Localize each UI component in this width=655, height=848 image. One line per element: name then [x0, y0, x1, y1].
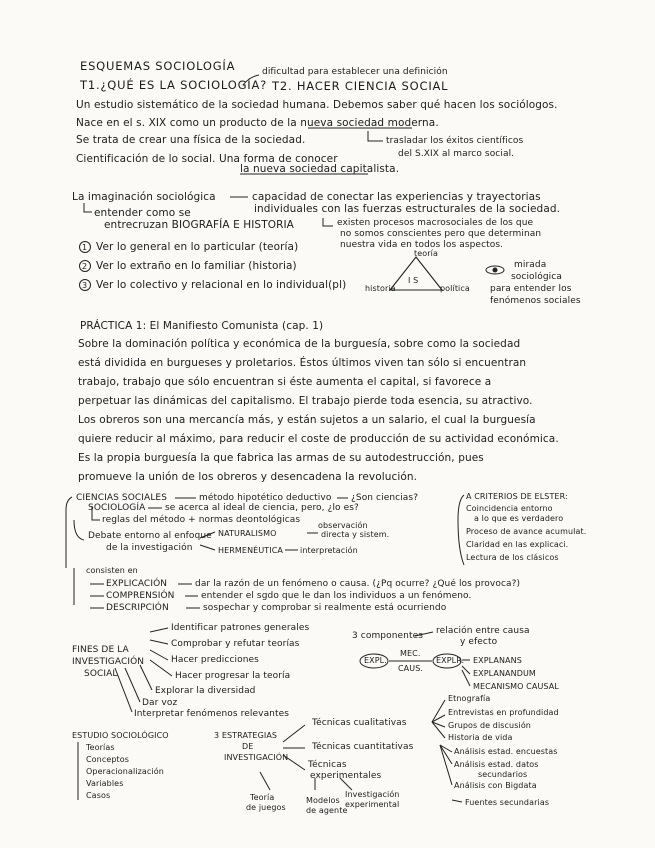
relacion-1: relación entre causa — [436, 626, 530, 636]
inv-exp-1: Investigación — [345, 790, 400, 799]
estrat-2: DE — [242, 742, 254, 751]
consisten-label: consisten en — [86, 566, 138, 575]
fines-item-5: Explorar la diversidad — [155, 686, 256, 696]
elster-item-1b: a lo que es verdadero — [474, 514, 564, 523]
fines-label-3: SOCIAL — [84, 669, 118, 679]
practica-line-4: perpetuar las dinámicas del capitalismo. El trabajo pierde toda esencia, su atractivo. — [78, 395, 533, 407]
ciencias-socio: SOCIOLOGÍA — [88, 503, 146, 513]
triangle-left-label: historia — [365, 284, 396, 293]
triangle-top-label: teoría — [414, 249, 438, 258]
modelos-1: Modelos — [306, 796, 340, 805]
fines-item-2: Comprobar y refutar teorías — [171, 639, 300, 649]
mec-label: MEC. — [400, 649, 421, 658]
imaginacion-ent2: entrecruzan BIOGRAFÍA E HISTORIA — [104, 219, 294, 231]
t1-line3: Se trata de crear una física de la sociedad. — [76, 134, 306, 146]
practica-line-5: Los obreros son una mercancía más, y están sujetos a un salario, el cual la burguesía — [78, 414, 536, 426]
num-1: 1 — [82, 243, 88, 252]
practica-line-8: promueve la unión de los obreros y desencadena la revolución. — [78, 471, 418, 483]
difficulty-note: dificultad para establecer una definición — [262, 67, 448, 77]
ciencias-interp: interpretación — [300, 546, 358, 555]
t2-heading: T2. HACER CIENCIA SOCIAL — [272, 79, 449, 93]
practica-line-1: Sobre la dominación política y económica de la burguesía, sobre como la sociedad — [78, 338, 521, 350]
elster-heading: A CRITERIOS DE ELSTER: — [466, 492, 568, 501]
teoria-juegos-1: Teoría — [250, 793, 275, 802]
elster-item-4: Lectura de los clásicos — [466, 553, 559, 562]
estrat-1: 3 ESTRATEGIAS — [214, 731, 278, 740]
fines-item-7: Interpretar fenómenos relevantes — [134, 709, 290, 719]
fines-label-1: FINES DE LA — [72, 645, 129, 655]
ciencias-son: ¿Son ciencias? — [351, 493, 419, 503]
imaginacion-item-3: Ver lo colectivo y relacional en lo individual(pl) — [96, 279, 347, 291]
triangle-right-label: política — [440, 284, 470, 293]
modelos-2: de agente — [306, 806, 348, 815]
page-title: ESQUEMAS SOCIOLOGÍA — [80, 59, 236, 73]
estudio-item-2: Conceptos — [86, 755, 130, 764]
imaginacion-exist2: no somos conscientes pero que determinan — [340, 229, 542, 239]
mirada-1: mirada — [514, 260, 547, 270]
teoria-juegos-2: de juegos — [246, 803, 286, 812]
tecnicas-exper-1: Técnicas — [308, 760, 347, 770]
tres-componentes: 3 componentes — [352, 631, 424, 641]
t1-line2: Nace en el s. XIX como un producto de la nueva sociedad moderna. — [76, 117, 439, 129]
trasladar-line2: del S.XIX al marco social. — [398, 149, 515, 159]
ciencias-herm: HERMENÉUTICA — [218, 546, 283, 555]
mirada-2: sociológica — [511, 272, 562, 282]
imaginacion-cap1: capacidad de conectar las experiencias y trayectorias — [252, 191, 541, 203]
cual-list-2: Entrevistas en profundidad — [448, 708, 559, 717]
imaginacion-cap2: individuales con las fuerzas estructurales de la sociedad. — [254, 203, 561, 215]
estudio-item-3: Operacionalización — [86, 767, 164, 776]
fines-item-4: Hacer progresar la teoría — [175, 671, 291, 681]
cual-list-4: Historia de vida — [448, 733, 513, 742]
practica-line-7: Es la propia burguesía la que fabrica las armas de su autodestrucción, pues — [78, 452, 484, 464]
fines-item-3: Hacer predicciones — [171, 655, 259, 665]
ciencias-natur: NATURALISMO — [218, 529, 277, 538]
cual-list-1: Etnografía — [448, 694, 491, 703]
comp-label: COMPRENSIÓN — [106, 591, 175, 601]
estrat-3: INVESTIGACIÓN — [224, 753, 289, 762]
ciencias-directa: directa y sistem. — [321, 530, 390, 539]
fines-label-2: INVESTIGACIÓN — [72, 657, 145, 667]
ciencias-observ: observación — [318, 521, 368, 530]
fines-item-1: Identificar patrones generales — [171, 623, 310, 633]
ciencias-label: CIENCIAS SOCIALES — [76, 493, 168, 503]
imaginacion-ent1: entender como se — [94, 207, 191, 219]
elster-item-3: Claridad en las explicaci. — [466, 540, 569, 549]
caus-label: CAUS. — [398, 664, 424, 673]
triangle-center-label: I S — [408, 276, 419, 285]
practica-line-3: trabajo, trabajo que sólo encuentran si éste aumenta el capital, si favorece a — [78, 376, 492, 388]
arrow-trasladar — [368, 131, 383, 141]
imaginacion-item-2: Ver lo extraño en lo familiar (historia) — [96, 260, 297, 272]
cual-list-3: Grupos de discusión — [448, 721, 531, 730]
elster-item-1: Coincidencia entorno — [466, 504, 553, 513]
cuan-list-3: secundarios — [478, 770, 528, 779]
mirada-3: para entender los — [490, 284, 572, 294]
comp-text: entender el sgdo que le dan los individuos a un fenómeno. — [201, 591, 472, 601]
expl-list-1: EXPLANANS — [473, 656, 522, 665]
cuan-list-4: Análisis con Bigdata — [454, 781, 537, 790]
practica-heading: PRÁCTICA 1: El Manifiesto Comunista (cap. 1) — [80, 320, 324, 332]
num-2: 2 — [82, 262, 88, 271]
ciencias-debate2: de la investigación — [106, 543, 193, 553]
expl-text: dar la razón de un fenómeno o causa. (¿Pq ocurre? ¿Qué los provoca?) — [195, 579, 521, 589]
imaginacion-exist1: existen procesos macrosociales de los que — [337, 218, 534, 228]
expl-node: EXPL. — [364, 656, 387, 665]
num-3: 3 — [82, 281, 88, 290]
estudio-item-1: Teorías — [86, 743, 115, 752]
imaginacion-label: La imaginación sociológica — [72, 191, 216, 203]
imaginacion-exist3: nuestra vida en todos los aspectos. — [340, 240, 504, 250]
practica-line-2: está dividida en burgueses y proletarios. Éstos últimos viven tan sólo si encuentran — [78, 357, 527, 369]
desc-text: sospechar y comprobar si realmente está ocurriendo — [203, 603, 447, 613]
mirada-4: fenómenos sociales — [490, 296, 581, 306]
tecnicas-cuantitativas: Técnicas cuantitativas — [312, 742, 414, 752]
t1-line5: la nueva sociedad capitalista. — [240, 163, 400, 175]
t1-line4: Cientificación de lo social. Una forma de conocer — [76, 153, 338, 165]
estudio-item-4: Variables — [86, 779, 124, 788]
expl-list-2: EXPLANANDUM — [473, 669, 536, 678]
desc-label: DESCRIPCIÓN — [106, 603, 169, 613]
t1-heading: T1.¿QUÉ ES LA SOCIOLOGÍA? — [80, 78, 268, 92]
trasladar-line1: trasladar los éxitos científicos — [386, 136, 524, 146]
ciencias-reglas: reglas del método + normas deontológicas — [102, 515, 301, 525]
ciencias-metodo: método hipotético deductivo — [199, 493, 332, 503]
imaginacion-item-1: Ver lo general en lo particular (teoría) — [96, 241, 299, 253]
tecnicas-cualitativas: Técnicas cualitativas — [312, 718, 407, 728]
elster-item-2: Proceso de avance acumulat. — [466, 527, 587, 536]
fuentes-secundarias: Fuentes secundarias — [465, 798, 550, 807]
t1-line1: Un estudio sistemático de la sociedad humana. Debemos saber qué hacen los sociólogos. — [76, 99, 558, 111]
expl-label: EXPLICACIÓN — [106, 579, 168, 589]
ciencias-acerca: se acerca al ideal de ciencia, pero, ¿lo es? — [165, 503, 359, 513]
relacion-2: y efecto — [460, 637, 498, 647]
expl-list-3: MECANISMO CAUSAL — [473, 682, 559, 691]
inv-exp-2: experimental — [345, 800, 400, 809]
tecnicas-exper-2: experimentales — [310, 771, 382, 781]
practica-line-6: quiere reducir al máximo, para reducir el coste de producción de su actividad económica. — [78, 433, 559, 445]
cuan-list-2: Análisis estad. datos — [454, 760, 539, 769]
explr-node: EXPLR. — [436, 656, 465, 665]
estudio-label: ESTUDIO SOCIOLÓGICO — [72, 731, 169, 740]
fines-item-6: Dar voz — [142, 698, 178, 708]
estudio-item-5: Casos — [86, 791, 111, 800]
ciencias-debate1: Debate entorno al enfoque — [88, 531, 212, 541]
cuan-list-1: Análisis estad. encuestas — [454, 747, 558, 756]
